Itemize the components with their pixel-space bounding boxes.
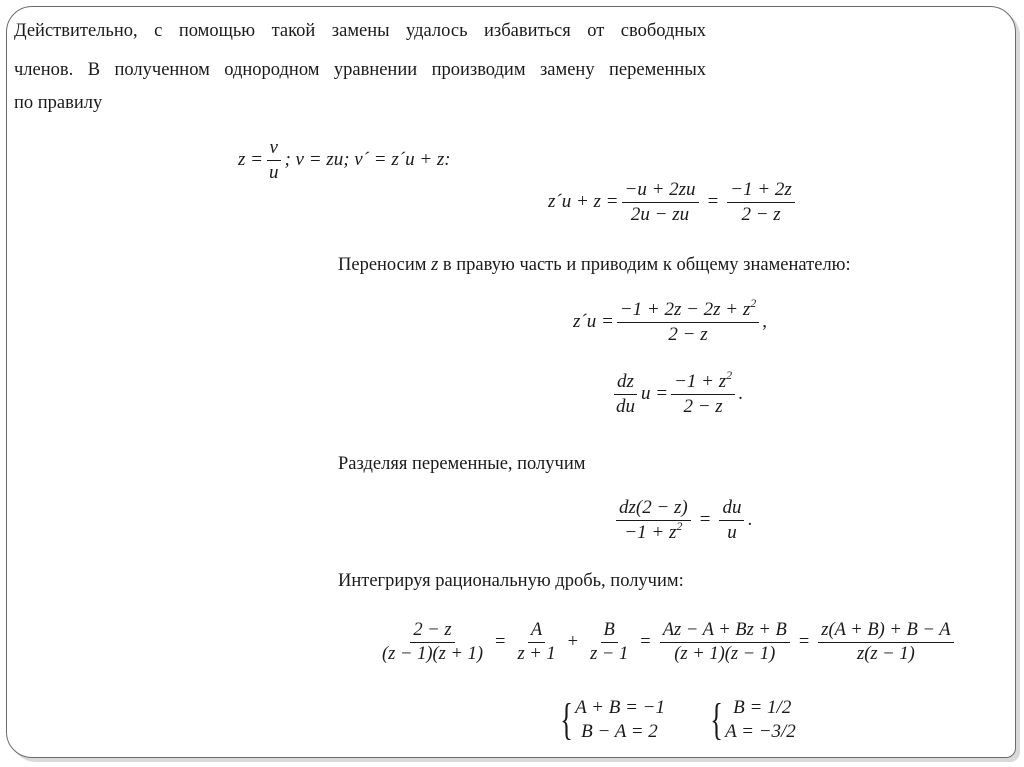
eq1-lhs: z´u + z = xyxy=(548,191,619,213)
fraction-denominator: (z + 1)(z − 1) xyxy=(674,644,776,665)
eq3-derivative xyxy=(613,372,638,417)
system-1-line-2: B − A = 2 xyxy=(581,720,658,742)
fraction-numerator: dz(2 − z) xyxy=(616,498,691,521)
text-transfer-before: Переносим xyxy=(338,255,432,275)
eq3-num-exponent: 2 xyxy=(726,368,733,382)
fraction-denominator: 2u − zu xyxy=(630,203,690,225)
eq5-fraction-4 xyxy=(660,621,790,665)
fraction-denominator: 2 − z xyxy=(683,395,723,417)
system-of-equations-2 xyxy=(706,696,796,744)
equals-sign: = xyxy=(798,632,810,653)
eq3-mid: u = xyxy=(641,383,669,405)
equation-2 xyxy=(573,296,768,345)
fraction-numerator: dz xyxy=(614,372,637,395)
eq4-lhs-fraction xyxy=(616,498,691,543)
equals-sign: = xyxy=(707,191,719,213)
eq5-fraction-1 xyxy=(379,621,486,665)
fraction-numerator: B xyxy=(601,621,618,643)
eq5-fraction-3 xyxy=(587,621,631,665)
equation-5 xyxy=(376,621,957,665)
eq4-trailing-period: . xyxy=(747,509,753,531)
fraction-denominator: z(z − 1) xyxy=(857,644,915,665)
eq2-lhs: z´u = xyxy=(573,311,614,333)
text-transfer-after: в правую часть и приводим к общему знаменателю: xyxy=(438,255,851,275)
substitution-rest: ; v = zu; v´ = z´u + z: xyxy=(284,149,451,171)
fraction-numerator: −u + 2zu xyxy=(622,180,699,203)
fraction-denominator: u xyxy=(268,161,279,183)
text-integrate: Интегрируя рациональную дробь, получим: xyxy=(338,571,684,591)
intro-line-3: по правилу xyxy=(14,93,103,113)
fraction-numerator: A xyxy=(528,621,545,643)
eq3-fraction xyxy=(671,368,735,417)
fraction-denominator: (z − 1)(z + 1) xyxy=(382,644,484,665)
eq1-fraction-2 xyxy=(727,180,795,225)
system-2-lines xyxy=(725,696,796,744)
fraction-numerator: du xyxy=(719,498,744,521)
plus-sign: + xyxy=(567,632,579,653)
intro-line-2: членов. В полученном однородном уравнении производим замену переменных xyxy=(14,60,706,80)
fraction-denominator: z − 1 xyxy=(590,644,629,665)
fraction-numerator xyxy=(671,368,735,395)
equals-sign: = xyxy=(699,509,711,531)
fraction-denominator: 2 − z xyxy=(741,203,781,225)
text-transfer xyxy=(338,256,851,275)
fraction-v-over-u xyxy=(266,138,282,183)
fraction-numerator xyxy=(617,296,759,323)
system-2-line-2: A = −3/2 xyxy=(725,720,796,742)
equals-sign: = xyxy=(640,632,651,653)
text-separate-variables: Разделяя переменные, получим xyxy=(338,454,586,474)
equation-1 xyxy=(548,180,798,225)
system-2-line-1: B = 1/2 xyxy=(733,697,792,718)
substitution-z-eq: z = xyxy=(238,149,263,171)
brace-icon: { xyxy=(710,694,723,744)
equation-4 xyxy=(613,498,752,543)
eq2-num-main: −1 + 2z − 2z + z xyxy=(619,299,751,320)
equation-3 xyxy=(610,368,743,417)
eq3-trailing-period: . xyxy=(738,383,743,405)
system-1-lines xyxy=(575,696,665,744)
eq2-trailing-comma: , xyxy=(762,311,768,333)
fraction-numerator: z(A + B) + B − A xyxy=(818,621,953,643)
eq5-fraction-2 xyxy=(514,621,558,665)
system-1-line-1: A + B = −1 xyxy=(575,697,665,718)
eq3-num-main: −1 + z xyxy=(674,371,727,392)
eq5-fraction-5 xyxy=(818,621,953,665)
fraction-denominator: 2 − z xyxy=(668,323,708,345)
eq4-rhs-fraction xyxy=(719,498,744,543)
fraction-numerator: Az − A + Bz + B xyxy=(660,621,790,643)
brace-icon: { xyxy=(560,694,573,744)
equals-sign: = xyxy=(495,632,506,653)
eq2-fraction xyxy=(617,296,759,345)
fraction-denominator: z + 1 xyxy=(517,644,556,665)
fraction-numerator: 2 − z xyxy=(410,621,454,643)
system-of-equations-1 xyxy=(556,696,665,744)
eq4-den-exponent: 2 xyxy=(676,518,683,533)
equation-substitution xyxy=(238,138,451,183)
fraction-denominator: u xyxy=(727,521,737,543)
intro-line-1: Действительно, с помощью такой замены удалось избавиться от свободных xyxy=(14,21,706,41)
text-transfer-var: z xyxy=(431,255,439,275)
fraction-denominator xyxy=(621,518,685,543)
eq1-fraction-1 xyxy=(622,180,699,225)
fraction-numerator: −1 + 2z xyxy=(727,180,795,203)
eq2-num-exponent: 2 xyxy=(750,296,757,310)
eq4-den-main: −1 + z xyxy=(624,521,677,543)
fraction-numerator: v xyxy=(267,138,281,161)
fraction-denominator: du xyxy=(616,395,635,417)
